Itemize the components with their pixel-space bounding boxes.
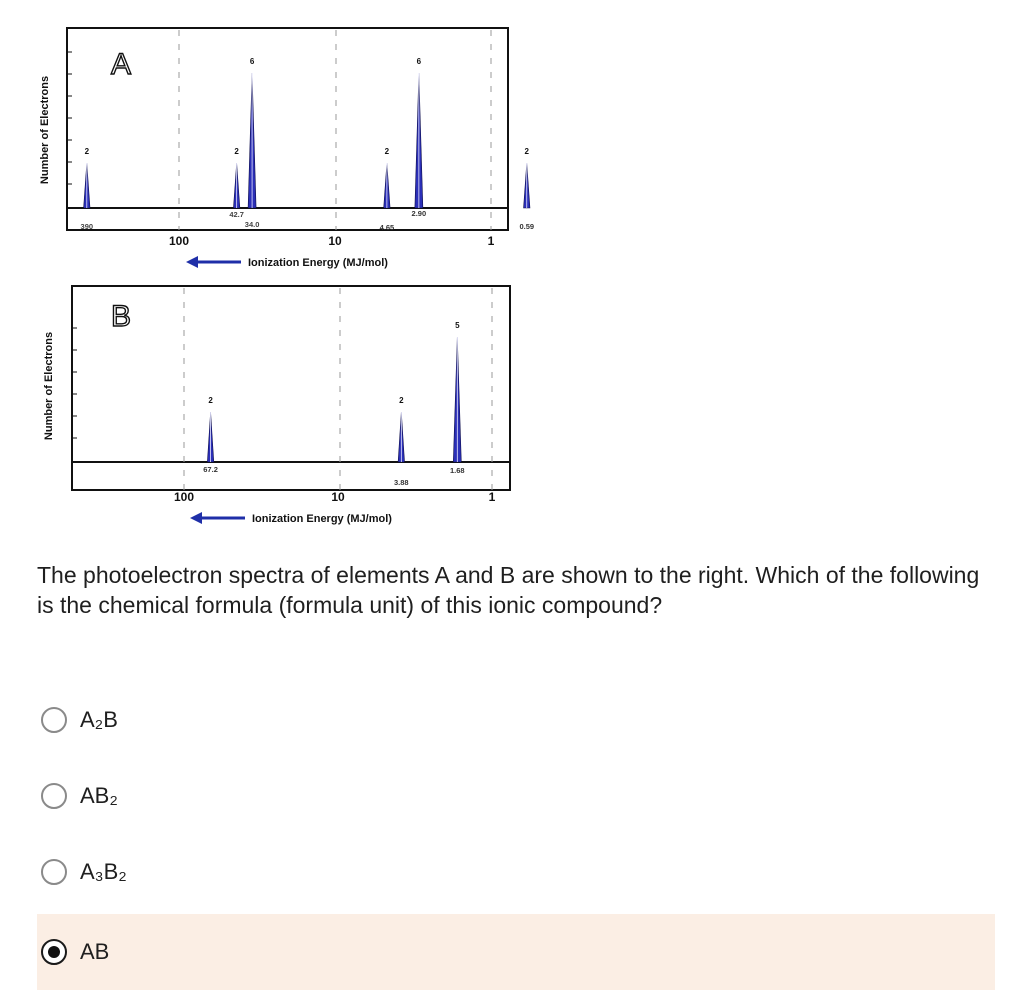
peak-energy-label: 67.2	[203, 465, 218, 474]
option-label: AB	[80, 939, 110, 964]
x-tick-label: 10	[328, 234, 342, 248]
peak-energy-label: 34.0	[244, 220, 260, 229]
option-label: AB₂	[80, 783, 118, 808]
arrow-head	[186, 256, 198, 268]
chart-title: B	[110, 300, 132, 333]
x-axis-label: Ionization Energy (MJ/mol)	[252, 513, 392, 525]
x-tick-label: 10	[331, 490, 345, 504]
peak-count-label: 2	[208, 396, 213, 405]
option-a2b[interactable]	[37, 684, 995, 756]
option-a3b2[interactable]	[37, 836, 995, 908]
plot-frame	[67, 28, 508, 230]
peak-energy-label: 0.59	[519, 222, 535, 231]
radio-button[interactable]	[41, 859, 67, 885]
peak-count-label: 6	[416, 57, 422, 66]
option-label: A₂B	[80, 707, 118, 732]
peak-count-label: 2	[399, 396, 404, 405]
radio-button-selected[interactable]	[41, 939, 67, 965]
radio-button[interactable]	[41, 707, 67, 733]
peak-count-label: 2	[524, 147, 529, 156]
x-tick-label: 100	[168, 234, 190, 248]
chart-title: A	[110, 48, 132, 81]
arrow-head	[190, 512, 202, 524]
x-tick-label: 1	[487, 234, 495, 248]
x-axis-label: Ionization Energy (MJ/mol)	[248, 257, 388, 269]
y-axis-label: Number of Electrons	[43, 331, 55, 441]
option-ab2[interactable]	[37, 760, 995, 832]
x-tick-label: 1	[488, 490, 496, 504]
y-axis-label: Number of Electrons	[39, 75, 51, 185]
peak-energy-label: 42.7	[229, 210, 244, 219]
option-label: A₃B₂	[80, 859, 127, 884]
peak-energy-label: 390	[80, 222, 94, 231]
peak-count-label: 2	[384, 147, 390, 156]
question-text: The photoelectron spectra of elements A and B are shown to the right. Which of the following is the chemical formula (formula unit) of this ionic compound?	[37, 562, 980, 618]
option-ab[interactable]	[37, 914, 995, 990]
peak-count-label: 2	[234, 147, 239, 156]
radio-button[interactable]	[41, 783, 67, 809]
peak-energy-label: 4.65	[379, 223, 395, 232]
peak-energy-label: 1.68	[449, 466, 465, 475]
peak-energy-label: 2.90	[411, 209, 427, 218]
peak-count-label: 6	[249, 57, 255, 66]
peak-count-label: 2	[84, 147, 90, 156]
plot-frame	[72, 286, 510, 490]
x-tick-label: 100	[173, 490, 195, 504]
peak-energy-label: 3.88	[394, 478, 409, 487]
peak-count-label: 5	[455, 321, 460, 330]
